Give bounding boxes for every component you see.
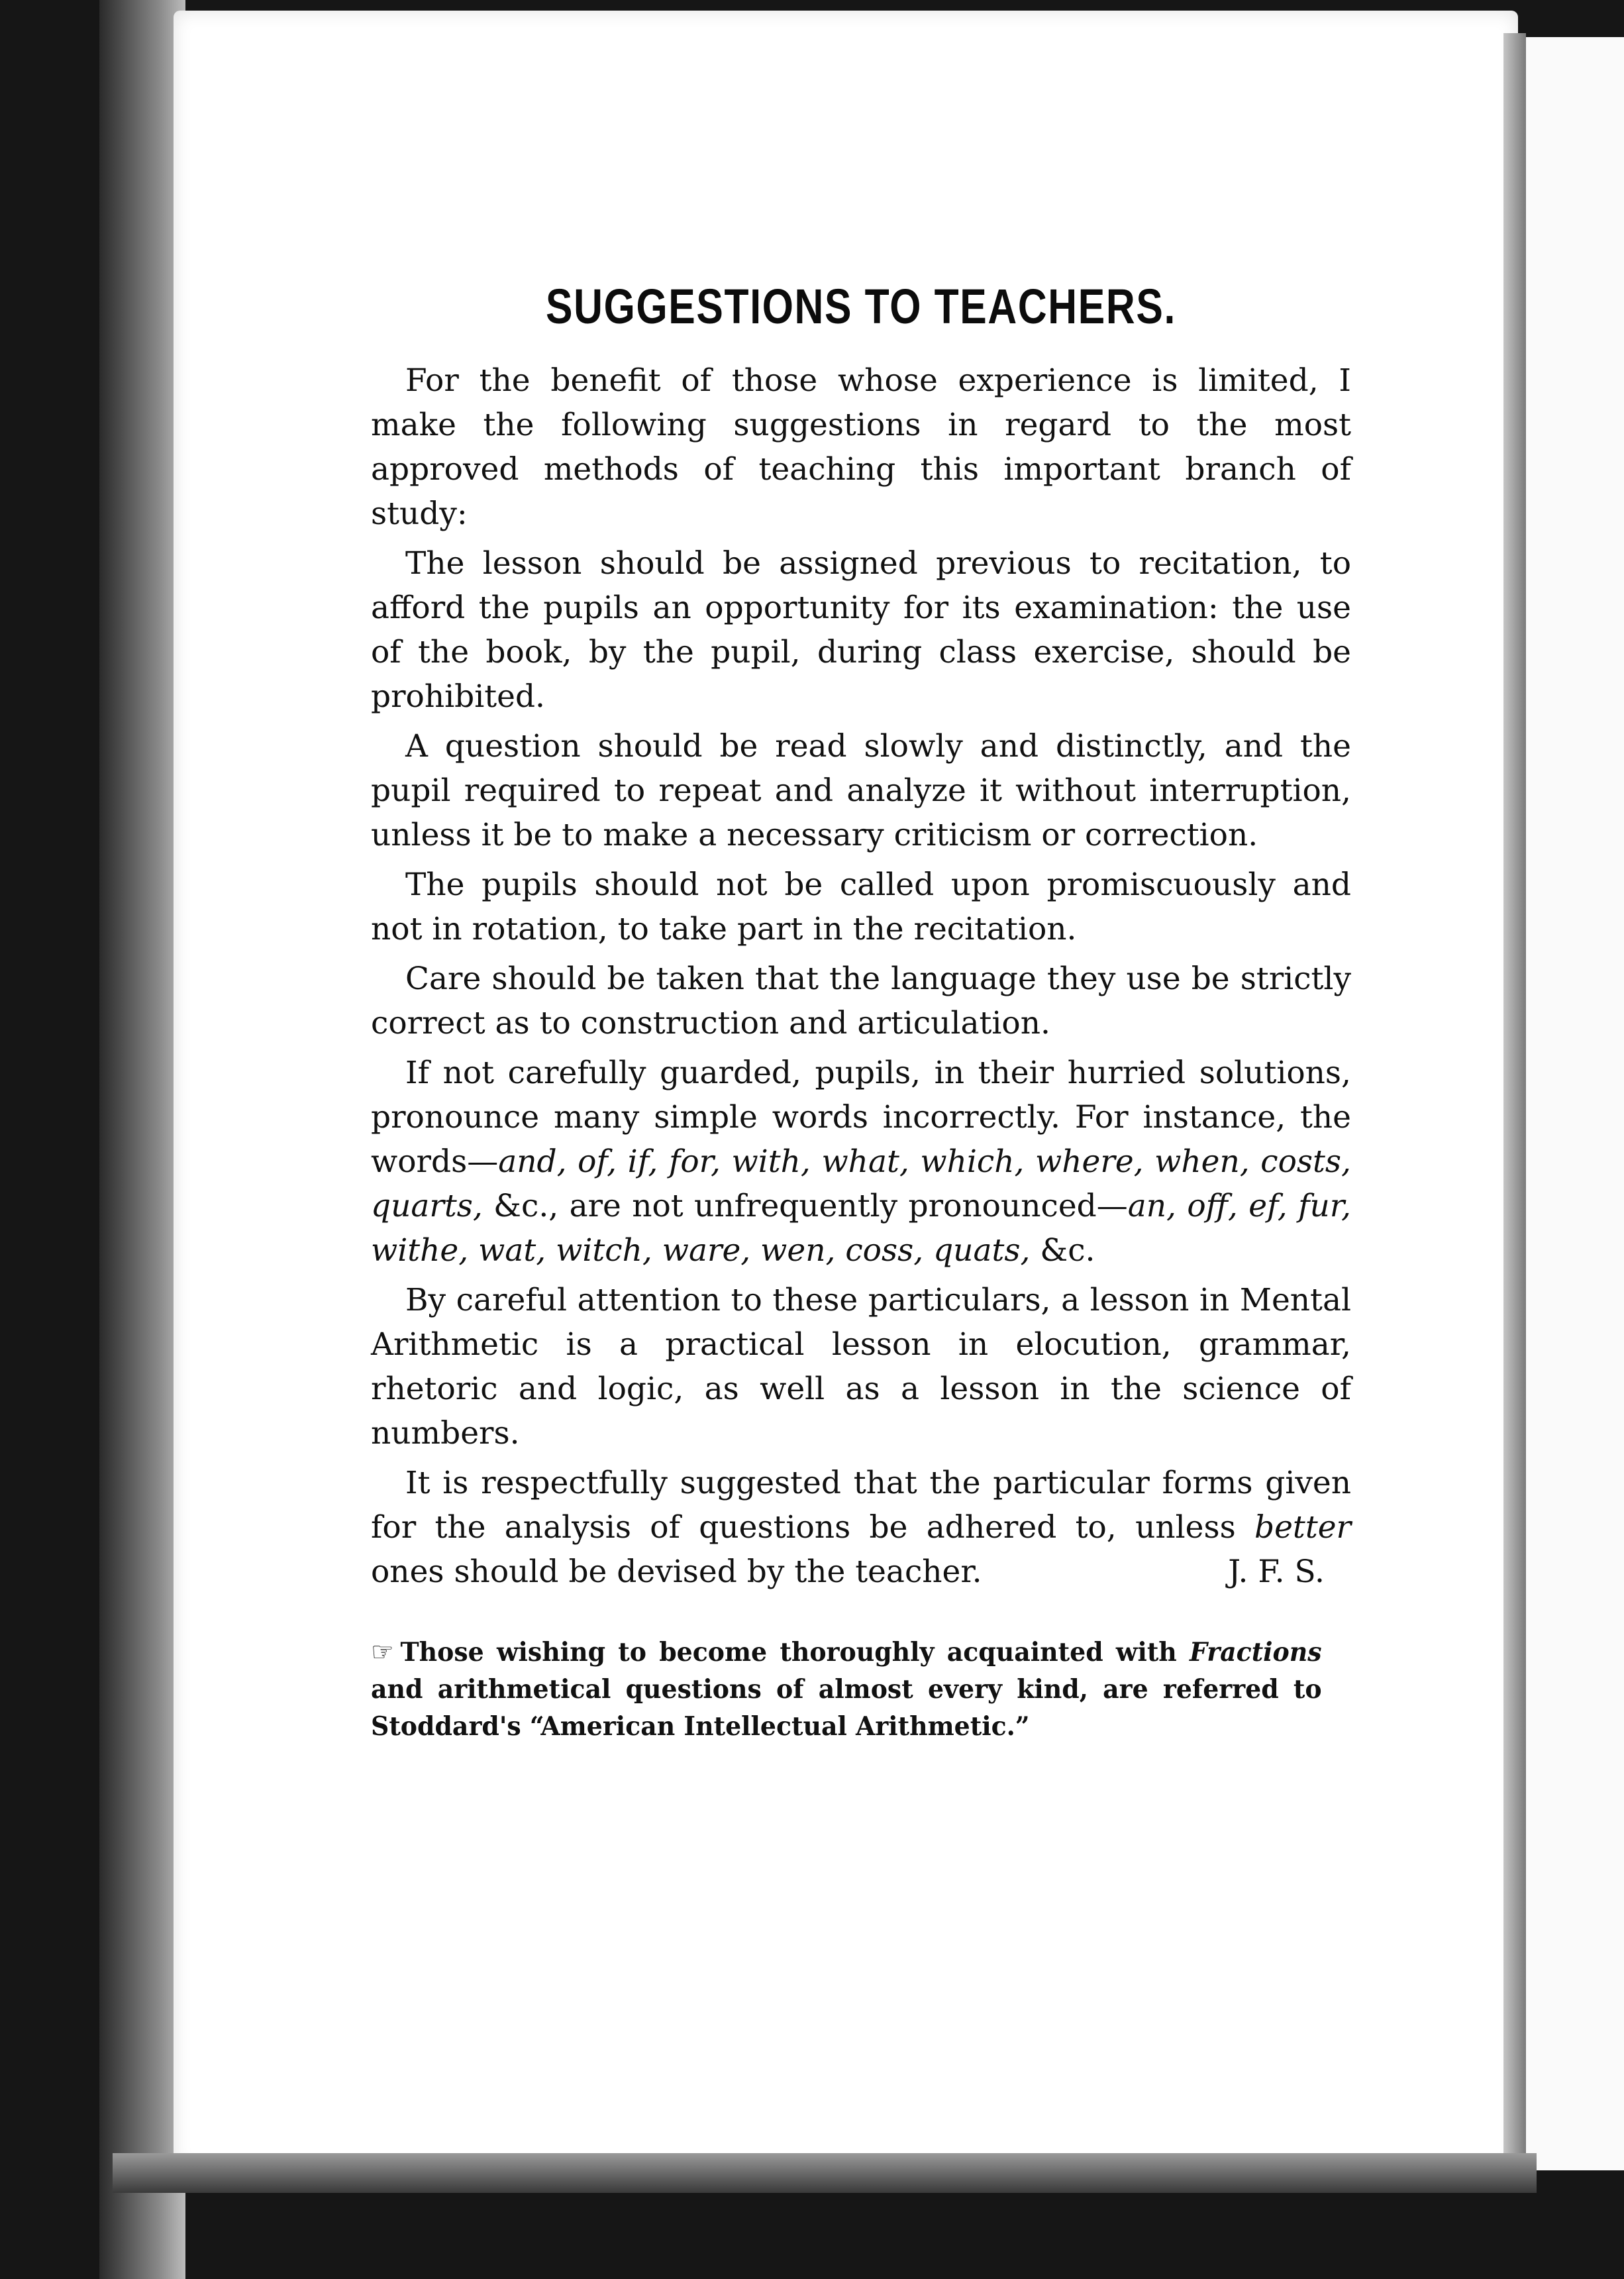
facing-page-edge <box>1526 37 1624 2170</box>
page-content <box>371 278 1351 1771</box>
page-bottom-edge <box>113 2153 1537 2193</box>
note-text-a: Those wishing to become thoroughly acquainted with <box>400 1637 1190 1668</box>
analysis-text-b: ones should be devised by the teacher. <box>371 1554 982 1590</box>
pronunciation-text-a: If not carefully guarded, pupils, in their hurried solutions, pronounce many simple words incorrectly. For instance, the words— <box>371 1055 1351 1180</box>
pronunciation-text-c: &c. <box>1030 1232 1095 1269</box>
page-gutter-shadow <box>1503 33 1526 2166</box>
pronunciation-text-b: &c., are not unfrequently pronounced— <box>482 1188 1128 1224</box>
note-text-b: and arithmetical questions of almost every kind, are referred to Stoddard's “American Intellectual Arithmetic.” <box>371 1674 1322 1742</box>
paragraph-intro: For the benefit of those whose experience is limited, I make the following suggestions in regard to the most approved methods of teaching this important branch of study: <box>371 362 1351 532</box>
pointing-hand-icon: ☞ <box>371 1637 394 1668</box>
paragraph-lesson-assignment: The lesson should be assigned previous to recitation, to afford the pupils an opportunity for its examination: the use of the book, by the pupil, during class exercise, should be prohibited. <box>371 545 1351 715</box>
paragraph-pronunciation <box>371 1051 1351 1273</box>
paragraph-language-care: Care should be taken that the language they use be strictly correct as to construction and articulation. <box>371 961 1351 1041</box>
page-title: SUGGESTIONS TO TEACHERS. <box>546 279 1176 334</box>
author-signature: J. F. S. <box>1228 1554 1325 1590</box>
paragraph-question-reading: A question should be read slowly and distinctly, and the pupil required to repeat and analyze it without interruption, unless it be to make a necessary criticism or correction. <box>371 728 1351 853</box>
footnote-reference <box>371 1634 1322 1745</box>
emphasis-better: better <box>1254 1509 1351 1546</box>
correct-words-list: and, of, if, for, with, what, which, where, when, costs, quarts, <box>371 1143 1351 1224</box>
note-emphasis-fractions: Fractions <box>1190 1637 1322 1668</box>
paragraph-analysis-forms <box>371 1461 1351 1594</box>
analysis-text-a: It is respectfully suggested that the particular forms given for the analysis of questions be adhered to, unless <box>371 1465 1351 1546</box>
binding-edge <box>99 0 185 2279</box>
paragraph-attention: By careful attention to these particulars, a lesson in Mental Arithmetic is a practical lesson in elocution, grammar, rhetoric and logic, as well as a lesson in the science of numbers. <box>371 1282 1351 1452</box>
mispronounced-words-list: an, off, ef, fur, withe, wat, witch, ware, wen, coss, quats, <box>371 1188 1351 1269</box>
paragraph-pupil-rotation: The pupils should not be called upon promiscuously and not in rotation, to take part in the recitation. <box>371 867 1351 947</box>
